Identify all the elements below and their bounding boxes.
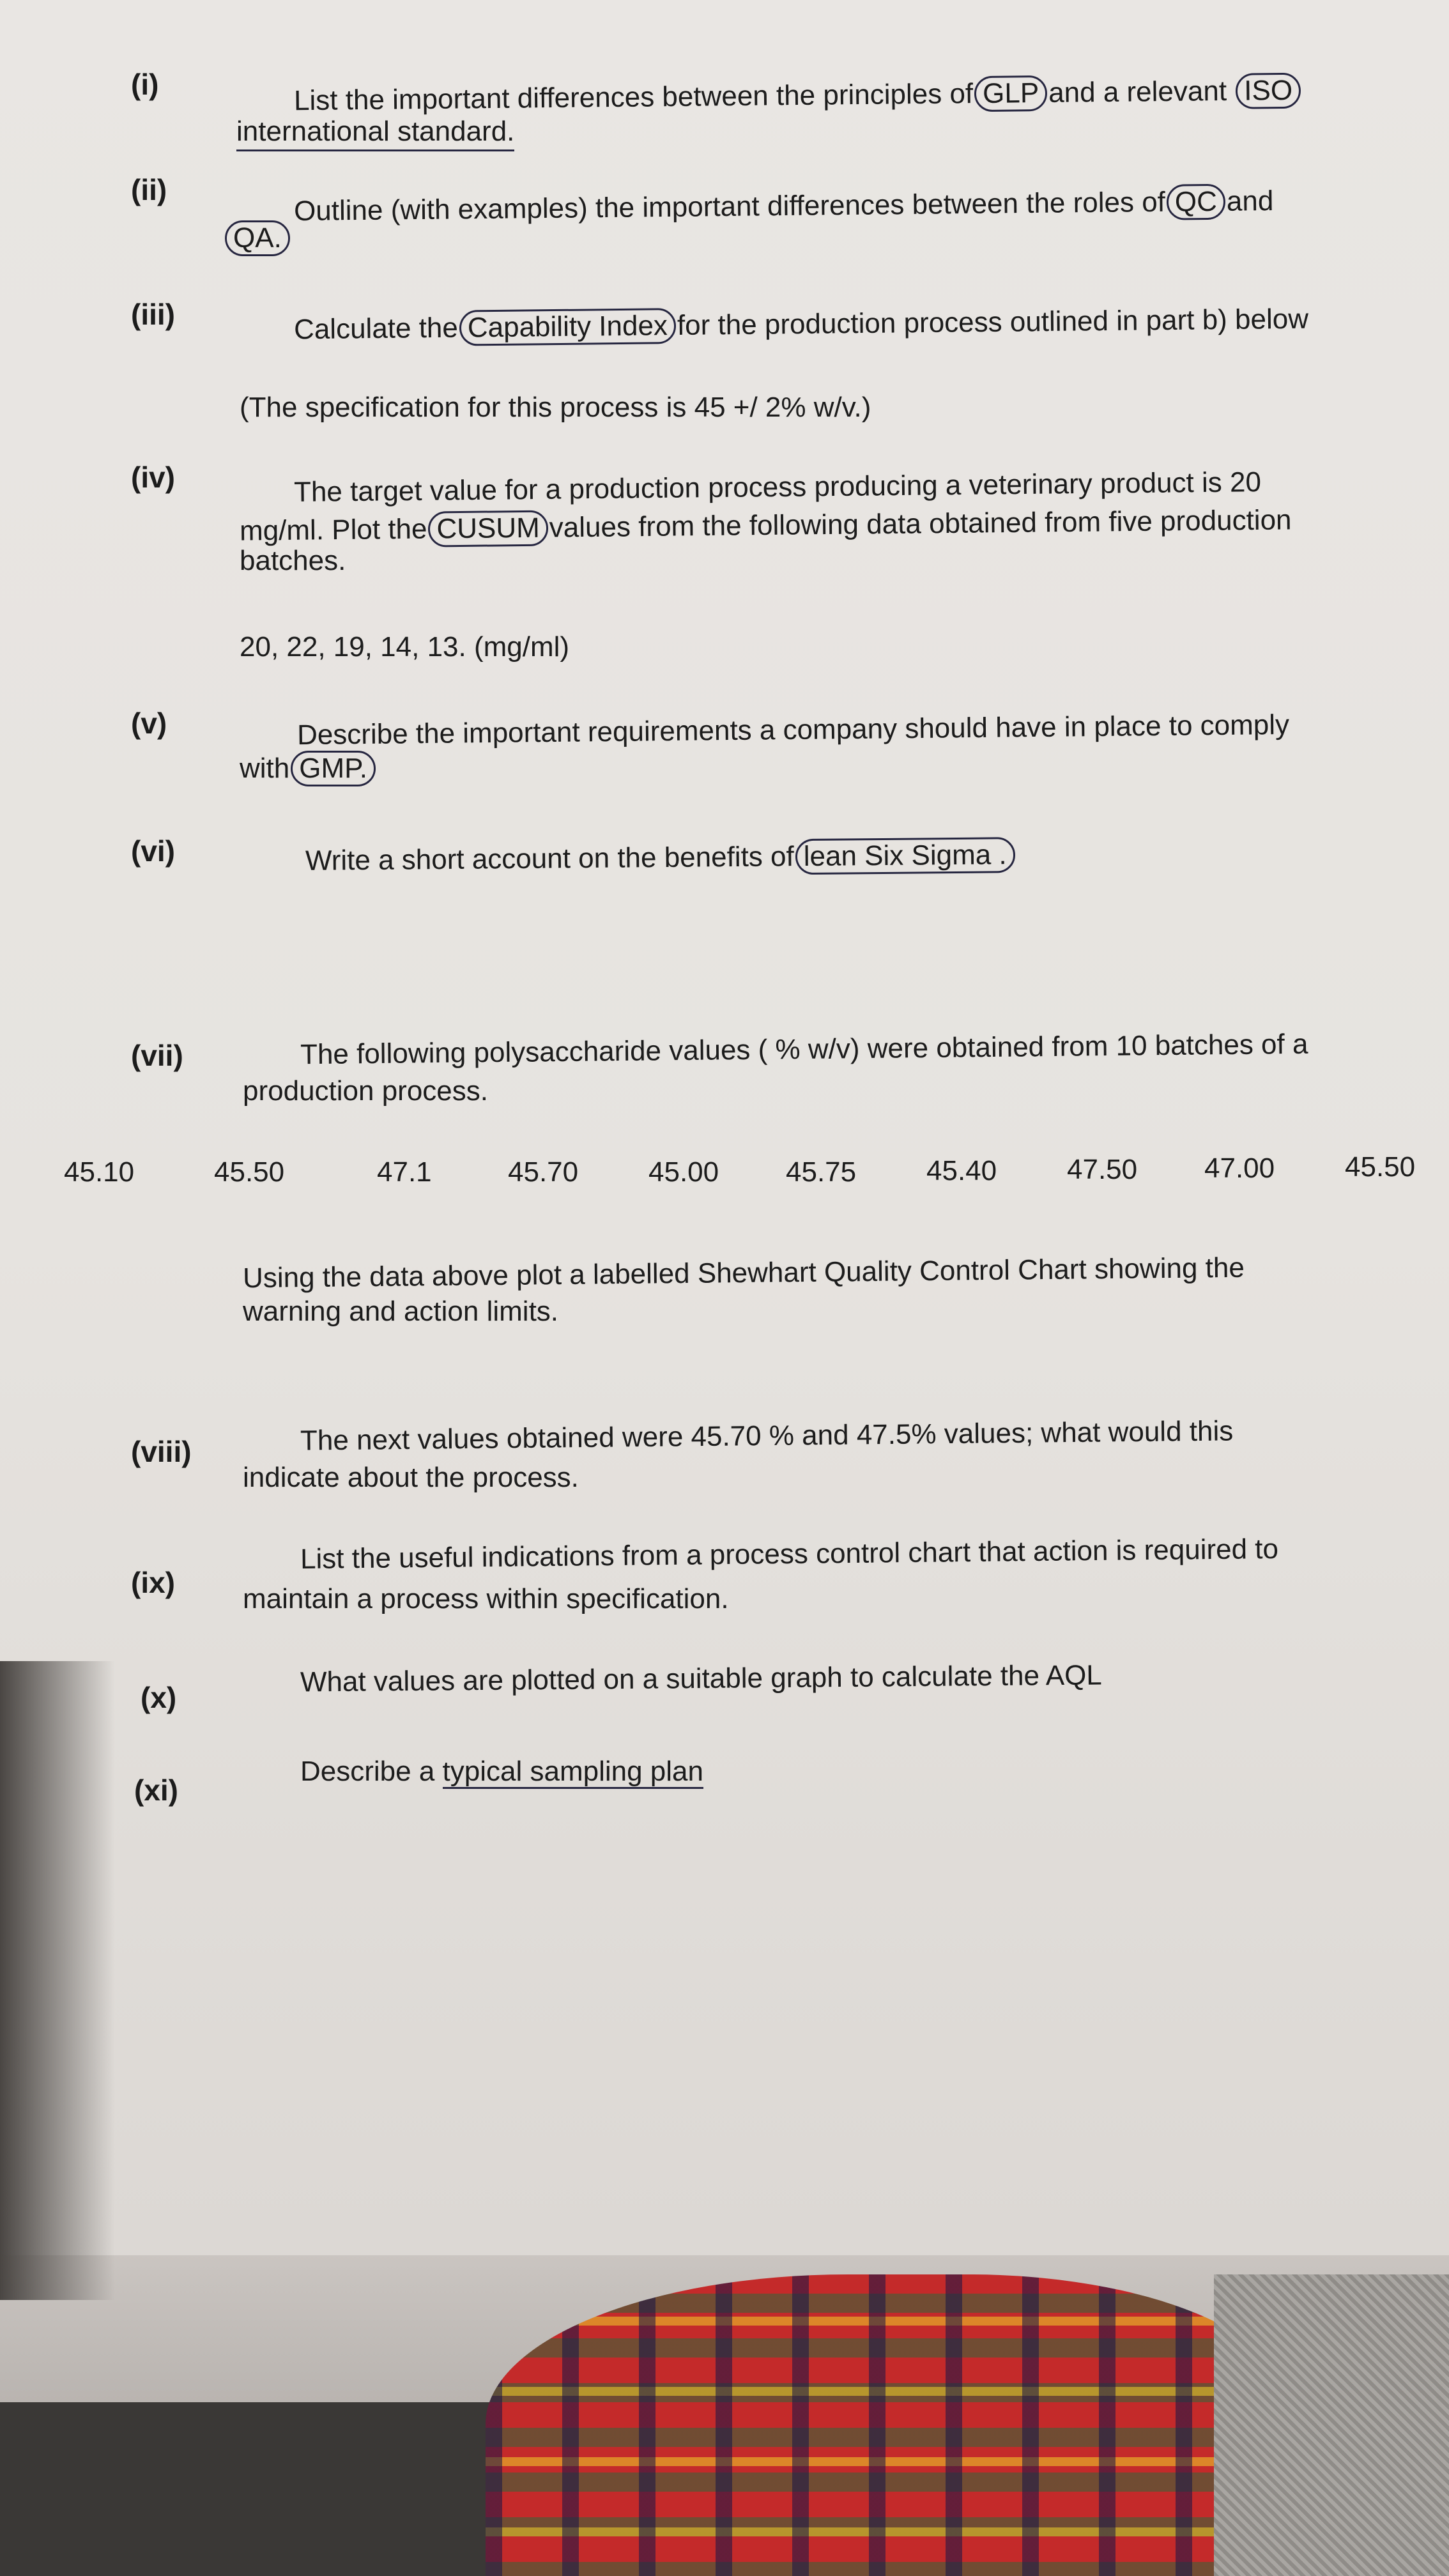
- question-iv-line1: The target value for a production process producing a veterinary product is 20: [293, 466, 1262, 508]
- question-number: (x): [141, 1681, 177, 1714]
- data-value: 47.1: [377, 1156, 432, 1188]
- question-ix-line1: List the useful indications from a process control chart that action is required to: [300, 1533, 1279, 1575]
- question-xi-line1: Describe a typical sampling plan: [300, 1754, 703, 1790]
- data-value: 45.40: [926, 1155, 997, 1186]
- question-v-line1: Describe the important requirements a company should have in place to comply: [296, 709, 1290, 751]
- question-iv-line2: mg/ml. Plot the CUSUM values from the following data obtained from five production: [239, 504, 1292, 547]
- question-vii-line2: production process.: [243, 1075, 488, 1107]
- annotation-circle: QC: [1167, 184, 1226, 220]
- question-number: (iv): [131, 461, 175, 494]
- underlined-text: typical sampling plan: [443, 1756, 703, 1789]
- question-v-line2: with GMP.: [240, 751, 377, 786]
- question-iii-spec: (The specification for this process is 45 +/ 2% w/v.): [240, 392, 871, 423]
- data-value: 47.00: [1204, 1153, 1275, 1184]
- question-i-line1: List the important differences between the principles of GLP and a relevant ISO: [294, 73, 1303, 119]
- annotation-circle: GMP.: [291, 751, 376, 786]
- question-vii-line1: The following polysaccharide values ( % w/v) were obtained from 10 batches of a: [300, 1028, 1308, 1071]
- question-iii-line1: Calculate the Capability Index for the production process outlined in part b) below: [293, 303, 1309, 346]
- data-value: 45.50: [214, 1156, 285, 1188]
- shadow: [0, 1661, 115, 2300]
- annotation-circle: CUSUM: [428, 510, 548, 548]
- annotation-circle: Capability Index: [459, 308, 677, 346]
- annotation-circle: lean Six Sigma .: [795, 837, 1015, 875]
- question-ix-line2: maintain a process within specification.: [243, 1583, 729, 1614]
- question-number: (v): [131, 707, 167, 740]
- question-number: (xi): [134, 1774, 178, 1807]
- question-number: (viii): [131, 1435, 192, 1468]
- data-value: 45.00: [648, 1156, 719, 1188]
- question-number: (iii): [131, 298, 175, 331]
- question-viii-line1: The next values obtained were 45.70 % and 47.5% values; what would this: [300, 1415, 1234, 1457]
- question-ii-line2: [224, 220, 291, 256]
- carpet: [1214, 2274, 1449, 2576]
- question-x-line1: What values are plotted on a suitable graph to calculate the AQL: [300, 1659, 1102, 1698]
- question-number: (ii): [131, 173, 167, 206]
- data-value: 45.75: [786, 1156, 857, 1188]
- data-value: 45.70: [508, 1156, 579, 1188]
- question-iv-line3: batches.: [240, 545, 346, 576]
- question-number: (i): [131, 68, 159, 101]
- question-vii-line3: Using the data above plot a labelled Shewhart Quality Control Chart showing the: [242, 1252, 1245, 1294]
- question-number: (vi): [131, 834, 175, 868]
- annotation-circle: ISO: [1236, 73, 1301, 109]
- question-number: (ix): [131, 1566, 175, 1599]
- question-vii-line4: warning and action limits.: [243, 1296, 559, 1327]
- question-vi-line1: Write a short account on the benefits of lean Six Sigma .: [305, 837, 1016, 879]
- question-iv-data: 20, 22, 19, 14, 13. (mg/ml): [240, 631, 570, 663]
- question-viii-line2: indicate about the process.: [243, 1462, 579, 1493]
- question-i-line2: international standard.: [236, 114, 514, 151]
- plaid-fabric: [486, 2274, 1291, 2576]
- data-value: 47.50: [1067, 1154, 1138, 1185]
- annotation-circle: QA.: [225, 220, 290, 256]
- question-ii-line1: Outline (with examples) the important differences between the roles of QC and: [294, 183, 1274, 229]
- question-number: (vii): [131, 1039, 183, 1072]
- data-value: 45.10: [64, 1156, 135, 1188]
- annotation-circle: GLP: [974, 75, 1048, 112]
- data-value: 45.50: [1345, 1151, 1416, 1183]
